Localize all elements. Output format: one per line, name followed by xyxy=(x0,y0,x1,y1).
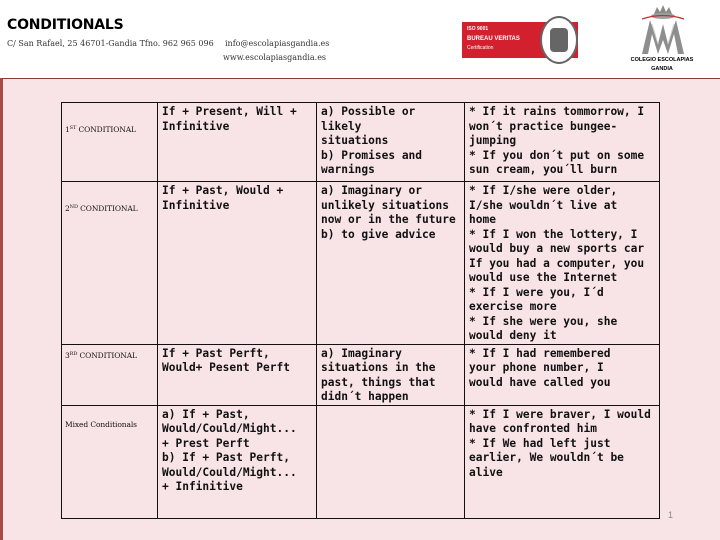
school-email: info@escolapiasgandia.es xyxy=(225,39,330,48)
structure-cell: If + Past, Would + Infinitive xyxy=(158,182,317,345)
usage-cell xyxy=(317,405,465,518)
table-row xyxy=(62,182,660,345)
school-crest-icon xyxy=(638,4,688,58)
page-number: 1 xyxy=(668,510,674,520)
structure-cell: If + Present, Will + Infinitive xyxy=(158,103,317,182)
bv-name-label: BUREAU VERITAS xyxy=(467,36,520,42)
school-name: COLEGIO ESCOLAPIAS GANDIA xyxy=(630,57,694,72)
examples-cell: * If I/she were older, I/she wouldn´t live at home * If I won the lottery, I would buy a new sports car If you had a computer, you would use the Internet * If I were you, I´d exercise more * If she were you, she would deny it xyxy=(465,182,660,345)
usage-cell: a) Possible or likely situations b) Promises and warnings xyxy=(317,103,465,182)
table-row xyxy=(62,405,660,518)
bv-iso-label: ISO 9001 xyxy=(467,26,489,32)
school-website: www.escolapiasgandia.es xyxy=(223,53,327,62)
table-row xyxy=(62,103,660,182)
examples-cell: * If it rains tommorrow, I won´t practice bungee- jumping * If you don´t put on some sun cream, you´ll burn xyxy=(465,103,660,182)
structure-cell: a) If + Past, Would/Could/Might... + Prest Perft b) If + Past Perft, Would/Could/Might... + Infinitive xyxy=(158,405,317,518)
usage-cell: a) Imaginary situations in the past, things that didn´t happen xyxy=(317,344,465,405)
row-label: 1ST CONDITIONAL xyxy=(62,103,158,182)
row-label: 2ND CONDITIONAL xyxy=(62,182,158,345)
table-row xyxy=(62,344,660,405)
conditionals-table xyxy=(61,102,660,519)
bv-seal-icon xyxy=(540,16,578,64)
row-label: Mixed Conditionals xyxy=(62,405,158,518)
examples-cell: * If I were braver, I would have confronted him * If We had left just earlier, We wouldn´t be alive xyxy=(465,405,660,518)
structure-cell: If + Past Perft, Would+ Pesent Perft xyxy=(158,344,317,405)
bv-cert-label: Certification xyxy=(467,45,494,51)
examples-cell: * If I had remembered your phone number, I would have called you xyxy=(465,344,660,405)
school-address: C/ San Rafael, 25 46701-Gandia Tfno. 962 965 096 xyxy=(7,39,214,48)
row-label: 3RD CONDITIONAL xyxy=(62,344,158,405)
bureau-veritas-logo xyxy=(462,22,578,58)
page-title: CONDITIONALS xyxy=(7,17,124,33)
usage-cell: a) Imaginary or unlikely situations now or in the future b) to give advice xyxy=(317,182,465,345)
